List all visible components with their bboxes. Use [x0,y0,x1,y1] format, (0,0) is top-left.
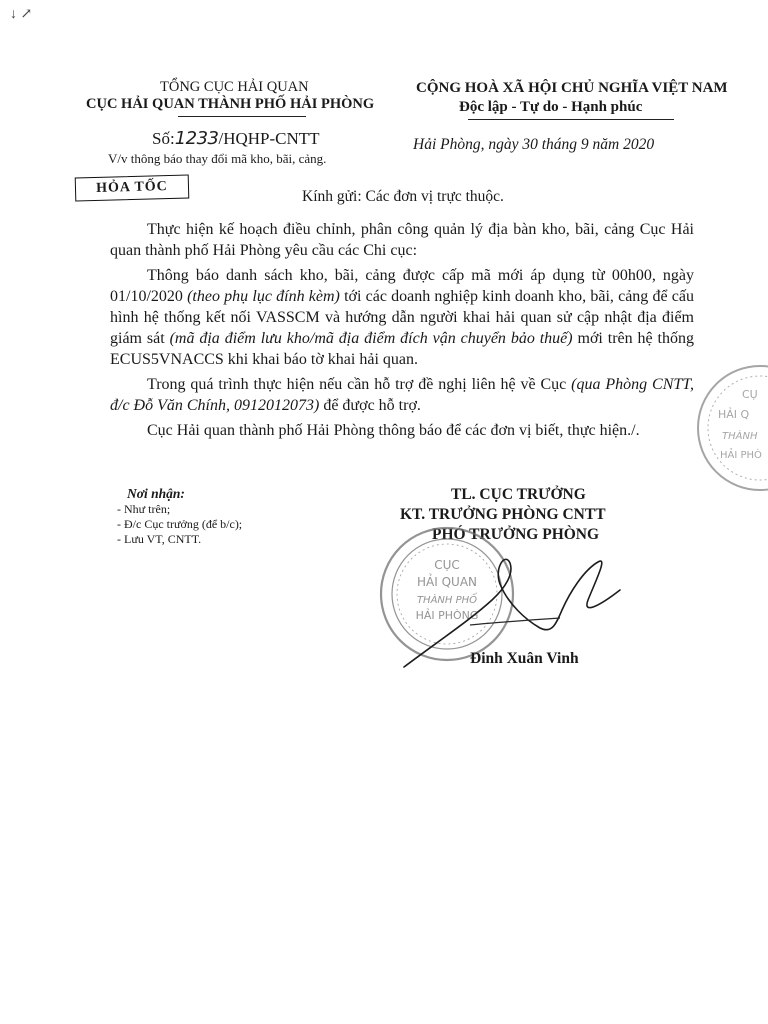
recipient-item: - Lưu VT, CNTT. [117,532,202,546]
signature-position-line: PHÓ TRƯỞNG PHÒNG [432,526,600,543]
document-number-handwritten: 1233 [174,128,219,149]
signature-department-line: KT. TRƯỞNG PHÒNG CNTT [400,506,606,523]
p2-text-e: mới trên hệ thống ECUS5VNACCS khi khai báo tờ khai hải quan. [110,330,695,368]
recipient-item: - Đ/c Cục trưởng (để b/c); [117,517,243,531]
urgency-label: HỎA TỐC [95,179,169,196]
signature-stroke [470,618,560,625]
p2-text-c: tới các doanh nghiệp kinh doanh kho, bãi, cảng để cấu hình hệ thống kết nối VASSCM và hướng dẫn người khai hải quan sử cập nhật địa điểm giám sát [110,288,694,347]
seal-text: HẢI PHÒNG [415,609,479,622]
body-paragraph-1: Thực hiện kế hoạch điều chỉnh, phân công quản lý địa bàn kho, bãi, cảng Cục Hải quan thành phố Hải Phòng yêu cầu các Chi cục: [110,221,694,259]
body-paragraph-4: Cục Hải quan thành phố Hải Phòng thông báo để các đơn vị biết, thực hiện./. [147,422,640,439]
seal-text: HẢI Q [718,408,750,421]
seal-text: CỤC [434,558,460,572]
p3-text-a: Trong quá trình thực hiện nếu cần hỗ trợ đề nghị liên hệ về Cục [147,376,572,393]
side-seal-partial [698,366,768,490]
document-date: Hải Phòng, ngày 30 tháng 9 năm 2020 [413,136,655,153]
seal-text: HẢI QUAN [417,575,477,589]
seal-text: THÀNH [722,431,758,442]
seal-text: CỤ [742,388,758,401]
recipient-item: - Như trên; [117,502,171,516]
national-title: CỘNG HOÀ XÃ HỘI CHỦ NGHĨA VIỆT NAM [416,80,728,96]
recipients-label: Nơi nhận: [127,486,185,501]
official-seal-main [381,528,513,660]
p2-text-a: Thông báo danh sách kho, bãi, cảng được cấp mã mới áp dụng từ 00h00, ngày 01/10/2020 [110,267,694,305]
signer-name: Đinh Xuân Vinh [470,650,579,667]
recipient-line: Kính gửi: Các đơn vị trực thuộc. [302,188,504,205]
p3-text-c: để được hỗ trợ. [319,397,421,414]
seal-text: THÀNH PHỐ [416,595,478,606]
signature-authority-line: TL. CỤC TRƯỞNG [451,486,586,503]
p3-italic-b: (qua Phòng CNTT, đ/c Đỗ Văn Chính, 0912012073) [110,376,694,414]
document-number-suffix: /HQHP-CNTT [218,129,320,148]
p2-italic-b: (theo phụ lục đính kèm) [187,288,340,305]
document-number-prefix: Số: [152,129,175,148]
seal-text: HẢI PHÒ [720,450,762,461]
corner-handwritten-mark: ↓ ↗ [10,7,33,22]
agency-name: CỤC HẢI QUAN THÀNH PHỐ HẢI PHÒNG [86,96,375,112]
document-subject: V/v thông báo thay đổi mã kho, bãi, cảng. [108,151,327,166]
p2-italic-d: (mã địa điểm lưu kho/mã địa điểm đích vận chuyển bảo thuế) [169,330,573,347]
agency-parent: TỔNG CỤC HẢI QUAN [160,79,309,95]
national-motto: Độc lập - Tự do - Hạnh phúc [459,99,643,115]
